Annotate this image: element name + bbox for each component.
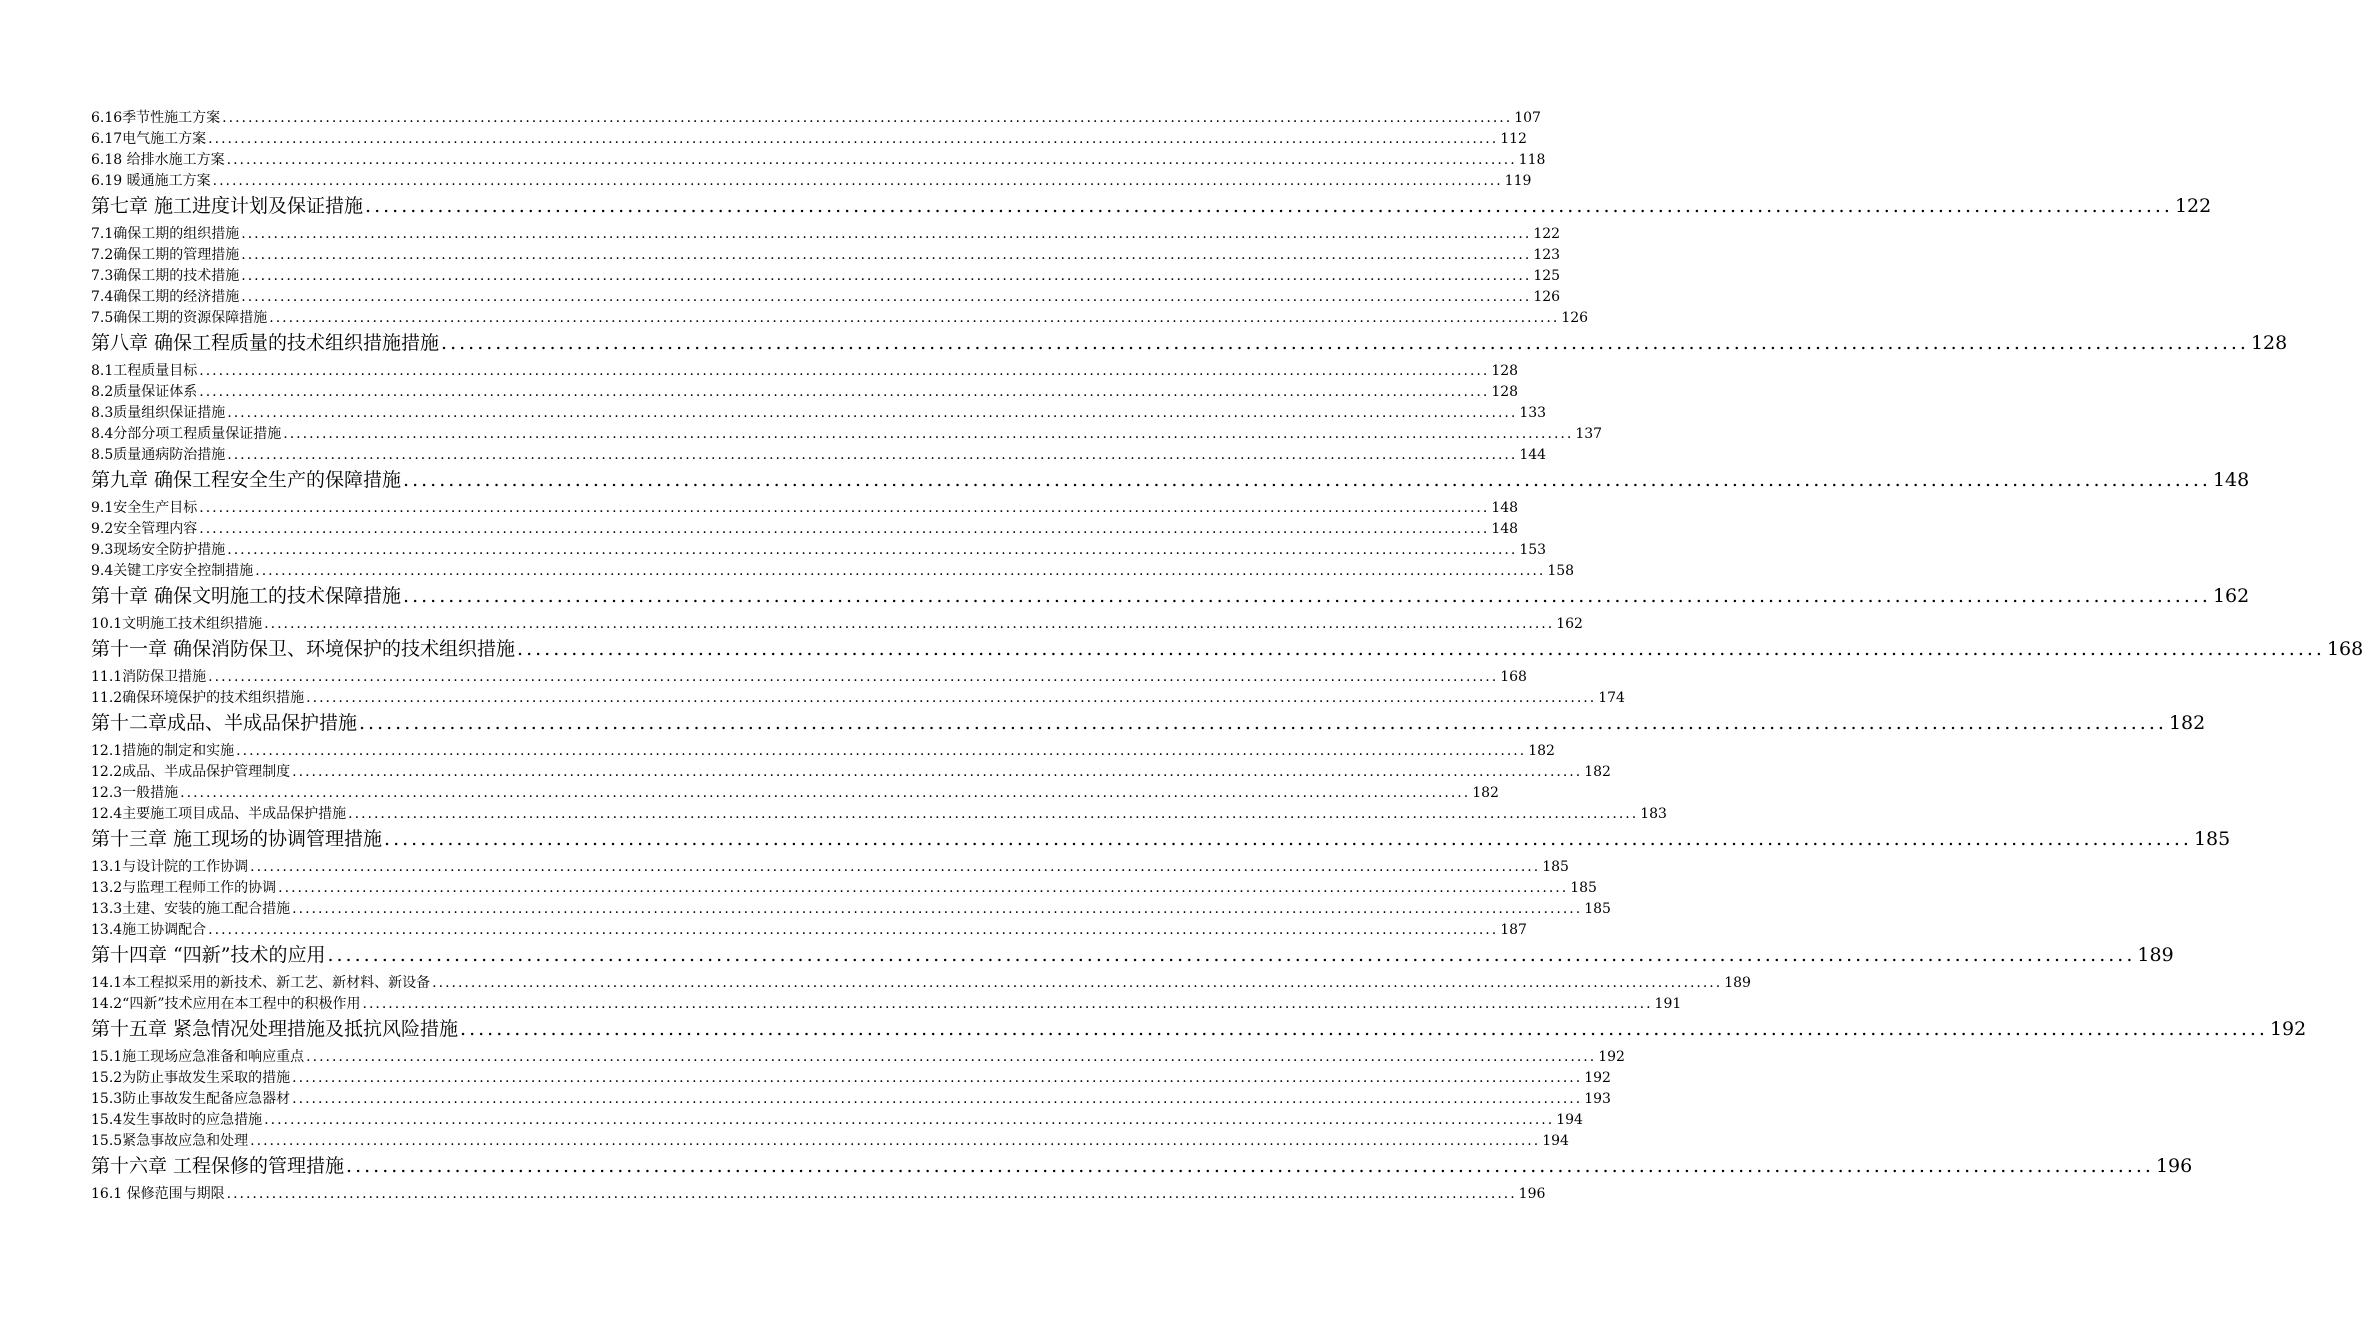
toc-entry-title: 第九章 确保工程安全生产的保障措施 xyxy=(91,469,402,491)
toc-page-number: 192 xyxy=(1598,1049,1625,1065)
toc-section-entry[interactable] xyxy=(91,540,1547,561)
toc-leader-dots: ........................................................................................................................................................................................................ xyxy=(269,310,1560,326)
toc-leader-dots: ........................................................................................................................................................................................................ xyxy=(432,975,1723,991)
toc-entry-title: 8.1工程质量目标 xyxy=(91,363,198,379)
toc-page-number: 189 xyxy=(1724,975,1751,991)
toc-page-number: 183 xyxy=(1640,806,1667,822)
toc-page-number: 185 xyxy=(1584,901,1611,917)
toc-section-entry[interactable] xyxy=(91,403,1547,424)
toc-leader-dots: ........................................................................................................................................................................................................ xyxy=(292,1070,1583,1086)
toc-section-entry[interactable] xyxy=(91,783,1499,804)
toc-chapter-entry[interactable] xyxy=(91,941,2174,969)
toc-entry-title: 14.2“四新”技术应用在本工程中的积极作用 xyxy=(91,996,361,1012)
toc-page-number: 107 xyxy=(1514,110,1541,126)
toc-chapter-entry[interactable] xyxy=(91,192,2212,220)
toc-page-number: 126 xyxy=(1561,310,1589,326)
toc-page-number: 182 xyxy=(1472,785,1499,801)
toc-page-number: 153 xyxy=(1519,542,1547,558)
toc-page-number: 187 xyxy=(1500,922,1527,938)
toc-page-number: 193 xyxy=(1584,1091,1611,1107)
toc-leader-dots: ........................................................................................................................................................................................................ xyxy=(227,405,1518,421)
toc-section-entry[interactable] xyxy=(91,498,1519,519)
toc-chapter-entry[interactable] xyxy=(91,635,2363,663)
toc-entry-title: 16.1 保修范围与期限 xyxy=(91,1186,225,1202)
toc-leader-dots: ........................................................................................................................................................................................................ xyxy=(327,944,2136,966)
toc-page-number: 122 xyxy=(1533,226,1561,242)
toc-leader-dots: ........................................................................................................................................................................................................ xyxy=(250,859,1541,875)
toc-leader-dots: ........................................................................................................................................................................................................ xyxy=(306,690,1597,706)
toc-page-number: 174 xyxy=(1598,690,1625,706)
toc-section-entry[interactable] xyxy=(91,1184,1546,1205)
toc-chapter-entry[interactable] xyxy=(91,466,2250,494)
toc-leader-dots: ........................................................................................................................................................................................................ xyxy=(208,669,1499,685)
toc-leader-dots: ........................................................................................................................................................................................................ xyxy=(264,616,1555,632)
toc-leader-dots: ........................................................................................................................................................................................................ xyxy=(236,743,1527,759)
toc-page-number: 122 xyxy=(2174,195,2212,217)
toc-leader-dots: ........................................................................................................................................................................................................ xyxy=(365,195,2173,217)
toc-section-entry[interactable] xyxy=(91,266,1561,287)
toc-page-number: 185 xyxy=(2193,828,2231,850)
toc-entry-title: 13.4施工协调配合 xyxy=(91,922,207,938)
toc-entry-title: 第十章 确保文明施工的技术保障措施 xyxy=(91,585,402,607)
toc-leader-dots: ........................................................................................................................................................................................................ xyxy=(348,806,1639,822)
toc-page-number: 128 xyxy=(2250,332,2288,354)
toc-chapter-entry[interactable] xyxy=(91,582,2250,610)
toc-section-entry[interactable] xyxy=(91,382,1519,403)
toc-entry-title: 第十一章 确保消防保卫、环境保护的技术组织措施 xyxy=(91,638,516,660)
toc-leader-dots: ........................................................................................................................................................................................................ xyxy=(441,332,2249,354)
toc-leader-dots: ........................................................................................................................................................................................................ xyxy=(362,996,1653,1012)
toc-entry-title: 9.2安全管理内容 xyxy=(91,521,198,537)
toc-page-number: 194 xyxy=(1556,1112,1583,1128)
toc-entry-title: 7.2确保工期的管理措施 xyxy=(91,247,240,263)
toc-page-number: 144 xyxy=(1519,447,1547,463)
toc-entry-title: 14.1本工程拟采用的新技术、新工艺、新材料、新设备 xyxy=(91,975,431,991)
toc-page-number: 182 xyxy=(2168,712,2206,734)
toc-page-number: 192 xyxy=(1584,1070,1611,1086)
toc-leader-dots: ........................................................................................................................................................................................................ xyxy=(384,828,2192,850)
toc-section-entry[interactable] xyxy=(91,561,1575,582)
toc-leader-dots: ........................................................................................................................................................................................................ xyxy=(199,521,1490,537)
toc-entry-title: 11.2确保环境保护的技术组织措施 xyxy=(91,690,305,706)
toc-entry-title: 15.5紧急事故应急和处理 xyxy=(91,1133,249,1149)
toc-chapter-entry[interactable] xyxy=(91,1152,2193,1180)
toc-leader-dots: ........................................................................................................................................................................................................ xyxy=(227,542,1518,558)
toc-leader-dots: ........................................................................................................................................................................................................ xyxy=(346,1155,2154,1177)
toc-page-number: 194 xyxy=(1542,1133,1569,1149)
toc-page-number: 148 xyxy=(1491,521,1519,537)
toc-page-number: 182 xyxy=(1584,764,1611,780)
toc-leader-dots: ........................................................................................................................................................................................................ xyxy=(292,901,1583,917)
table-of-contents xyxy=(91,108,2363,1205)
toc-leader-dots: ........................................................................................................................................................................................................ xyxy=(278,880,1569,896)
toc-chapter-entry[interactable] xyxy=(91,1015,2307,1043)
toc-page-number: 158 xyxy=(1547,563,1575,579)
toc-entry-title: 11.1消防保卫措施 xyxy=(91,669,207,685)
toc-page-number: 148 xyxy=(2212,469,2250,491)
toc-entry-title: 15.3防止事故发生配备应急器材 xyxy=(91,1091,291,1107)
toc-page-number: 185 xyxy=(1570,880,1597,896)
toc-section-entry[interactable] xyxy=(91,878,1597,899)
toc-entry-title: 6.18 给排水施工方案 xyxy=(91,152,225,168)
toc-leader-dots: ........................................................................................................................................................................................................ xyxy=(226,152,1517,168)
toc-page-number: 118 xyxy=(1518,152,1546,168)
toc-entry-title: 9.1安全生产目标 xyxy=(91,500,198,516)
toc-leader-dots: ........................................................................................................................................................................................................ xyxy=(460,1018,2268,1040)
toc-page-number: 162 xyxy=(2212,585,2250,607)
toc-entry-title: 12.2成品、半成品保护管理制度 xyxy=(91,764,291,780)
toc-leader-dots: ........................................................................................................................................................................................................ xyxy=(226,1186,1517,1202)
toc-page-number: 196 xyxy=(2155,1155,2193,1177)
toc-page-number: 168 xyxy=(1500,669,1527,685)
toc-page-number: 112 xyxy=(1500,131,1527,147)
toc-page-number: 125 xyxy=(1533,268,1561,284)
toc-section-entry[interactable] xyxy=(91,920,1527,941)
toc-entry-title: 12.1措施的制定和实施 xyxy=(91,743,235,759)
toc-section-entry[interactable] xyxy=(91,129,1527,150)
toc-section-entry[interactable] xyxy=(91,308,1589,329)
toc-section-entry[interactable] xyxy=(91,614,1583,635)
toc-entry-title: 第十六章 工程保修的管理措施 xyxy=(91,1155,345,1177)
toc-leader-dots: ........................................................................................................................................................................................................ xyxy=(241,289,1532,305)
toc-page-number: 196 xyxy=(1518,1186,1546,1202)
toc-entry-title: 8.5质量通病防治措施 xyxy=(91,447,226,463)
toc-section-entry[interactable] xyxy=(91,1110,1583,1131)
toc-page-number: 185 xyxy=(1542,859,1569,875)
toc-entry-title: 13.2与监理工程师工作的协调 xyxy=(91,880,277,896)
toc-leader-dots: ........................................................................................................................................................................................................ xyxy=(403,469,2211,491)
toc-entry-title: 第十五章 紧急情况处理措施及抵抗风险措施 xyxy=(91,1018,459,1040)
toc-page-number: 133 xyxy=(1519,405,1547,421)
toc-entry-title: 第八章 确保工程质量的技术组织措施措施 xyxy=(91,332,440,354)
toc-chapter-entry[interactable] xyxy=(91,825,2231,853)
toc-entry-title: 7.5确保工期的资源保障措施 xyxy=(91,310,268,326)
toc-leader-dots: ........................................................................................................................................................................................................ xyxy=(208,922,1499,938)
toc-section-entry[interactable] xyxy=(91,1068,1611,1089)
toc-page-number: 162 xyxy=(1556,616,1583,632)
toc-leader-dots: ........................................................................................................................................................................................................ xyxy=(264,1112,1555,1128)
toc-entry-title: 第十二章成品、半成品保护措施 xyxy=(91,712,358,734)
toc-section-entry[interactable] xyxy=(91,171,1532,192)
toc-entry-title: 第十四章 “四新”技术的应用 xyxy=(91,944,326,966)
toc-section-entry[interactable] xyxy=(91,108,1541,129)
toc-section-entry[interactable] xyxy=(91,519,1519,540)
toc-entry-title: 第七章 施工进度计划及保证措施 xyxy=(91,195,364,217)
toc-section-entry[interactable] xyxy=(91,287,1561,308)
toc-leader-dots: ........................................................................................................................................................................................................ xyxy=(283,426,1574,442)
toc-page-number: 128 xyxy=(1491,384,1519,400)
toc-page-number: 119 xyxy=(1504,173,1532,189)
toc-page-number: 189 xyxy=(2137,944,2174,966)
toc-entry-title: 13.1与设计院的工作协调 xyxy=(91,859,249,875)
toc-entry-title: 10.1文明施工技术组织措施 xyxy=(91,616,263,632)
toc-section-entry[interactable] xyxy=(91,424,1603,445)
toc-chapter-entry[interactable] xyxy=(91,709,2206,737)
toc-leader-dots: ........................................................................................................................................................................................................ xyxy=(199,384,1490,400)
toc-entry-title: 15.1施工现场应急准备和响应重点 xyxy=(91,1049,305,1065)
toc-leader-dots: ........................................................................................................................................................................................................ xyxy=(292,1091,1583,1107)
toc-entry-title: 7.3确保工期的技术措施 xyxy=(91,268,240,284)
toc-section-entry[interactable] xyxy=(91,245,1561,266)
toc-section-entry[interactable] xyxy=(91,994,1682,1015)
toc-leader-dots: ........................................................................................................................................................................................................ xyxy=(255,563,1546,579)
toc-leader-dots: ........................................................................................................................................................................................................ xyxy=(359,712,2167,734)
toc-leader-dots: ........................................................................................................................................................................................................ xyxy=(180,785,1471,801)
toc-entry-title: 8.4分部分项工程质量保证措施 xyxy=(91,426,282,442)
toc-leader-dots: ........................................................................................................................................................................................................ xyxy=(208,131,1499,147)
toc-leader-dots: ........................................................................................................................................................................................................ xyxy=(199,363,1490,379)
toc-leader-dots: ........................................................................................................................................................................................................ xyxy=(517,638,2325,660)
toc-page-number: 182 xyxy=(1528,743,1555,759)
toc-section-entry[interactable] xyxy=(91,899,1611,920)
toc-section-entry[interactable] xyxy=(91,361,1519,382)
toc-leader-dots: ........................................................................................................................................................................................................ xyxy=(199,500,1490,516)
toc-entry-title: 6.16季节性施工方案 xyxy=(91,110,221,126)
toc-page-number: 192 xyxy=(2269,1018,2307,1040)
toc-section-entry[interactable] xyxy=(91,804,1667,825)
toc-page-number: 191 xyxy=(1654,996,1682,1012)
toc-leader-dots: ........................................................................................................................................................................................................ xyxy=(241,247,1532,263)
toc-leader-dots: ........................................................................................................................................................................................................ xyxy=(292,764,1583,780)
toc-page-number: 168 xyxy=(2326,638,2363,660)
toc-section-entry[interactable] xyxy=(91,857,1569,878)
toc-section-entry[interactable] xyxy=(91,688,1625,709)
toc-page-number: 126 xyxy=(1533,289,1561,305)
toc-section-entry[interactable] xyxy=(91,1047,1625,1068)
toc-section-entry[interactable] xyxy=(91,741,1555,762)
toc-entry-title: 6.19 暖通施工方案 xyxy=(91,173,211,189)
toc-section-entry[interactable] xyxy=(91,224,1561,245)
toc-entry-title: 12.3一般措施 xyxy=(91,785,179,801)
toc-section-entry[interactable] xyxy=(91,1131,1569,1152)
toc-page-number: 148 xyxy=(1491,500,1519,516)
toc-section-entry[interactable] xyxy=(91,973,1751,994)
toc-chapter-entry[interactable] xyxy=(91,329,2288,357)
toc-section-entry[interactable] xyxy=(91,667,1527,688)
toc-leader-dots: ........................................................................................................................................................................................................ xyxy=(227,447,1518,463)
toc-entry-title: 7.4确保工期的经济措施 xyxy=(91,289,240,305)
toc-entry-title: 15.4发生事故时的应急措施 xyxy=(91,1112,263,1128)
toc-entry-title: 13.3土建、安装的施工配合措施 xyxy=(91,901,291,917)
toc-entry-title: 9.3现场安全防护措施 xyxy=(91,542,226,558)
toc-page-number: 123 xyxy=(1533,247,1561,263)
toc-leader-dots: ........................................................................................................................................................................................................ xyxy=(306,1049,1597,1065)
toc-section-entry[interactable] xyxy=(91,150,1546,171)
toc-leader-dots: ........................................................................................................................................................................................................ xyxy=(241,226,1532,242)
toc-entry-title: 8.3质量组织保证措施 xyxy=(91,405,226,421)
toc-entry-title: 8.2质量保证体系 xyxy=(91,384,198,400)
toc-entry-title: 7.1确保工期的组织措施 xyxy=(91,226,240,242)
toc-entry-title: 6.17电气施工方案 xyxy=(91,131,207,147)
toc-section-entry[interactable] xyxy=(91,445,1547,466)
toc-entry-title: 第十三章 施工现场的协调管理措施 xyxy=(91,828,383,850)
toc-section-entry[interactable] xyxy=(91,762,1611,783)
toc-page-number: 128 xyxy=(1491,363,1519,379)
toc-entry-title: 9.4关键工序安全控制措施 xyxy=(91,563,254,579)
toc-page-number: 137 xyxy=(1575,426,1603,442)
toc-section-entry[interactable] xyxy=(91,1089,1611,1110)
toc-leader-dots: ........................................................................................................................................................................................................ xyxy=(241,268,1532,284)
toc-entry-title: 12.4主要施工项目成品、半成品保护措施 xyxy=(91,806,347,822)
toc-leader-dots: ........................................................................................................................................................................................................ xyxy=(212,173,1503,189)
toc-entry-title: 15.2为防止事故发生采取的措施 xyxy=(91,1070,291,1086)
toc-leader-dots: ........................................................................................................................................................................................................ xyxy=(250,1133,1541,1149)
toc-leader-dots: ........................................................................................................................................................................................................ xyxy=(222,110,1513,126)
toc-leader-dots: ........................................................................................................................................................................................................ xyxy=(403,585,2211,607)
